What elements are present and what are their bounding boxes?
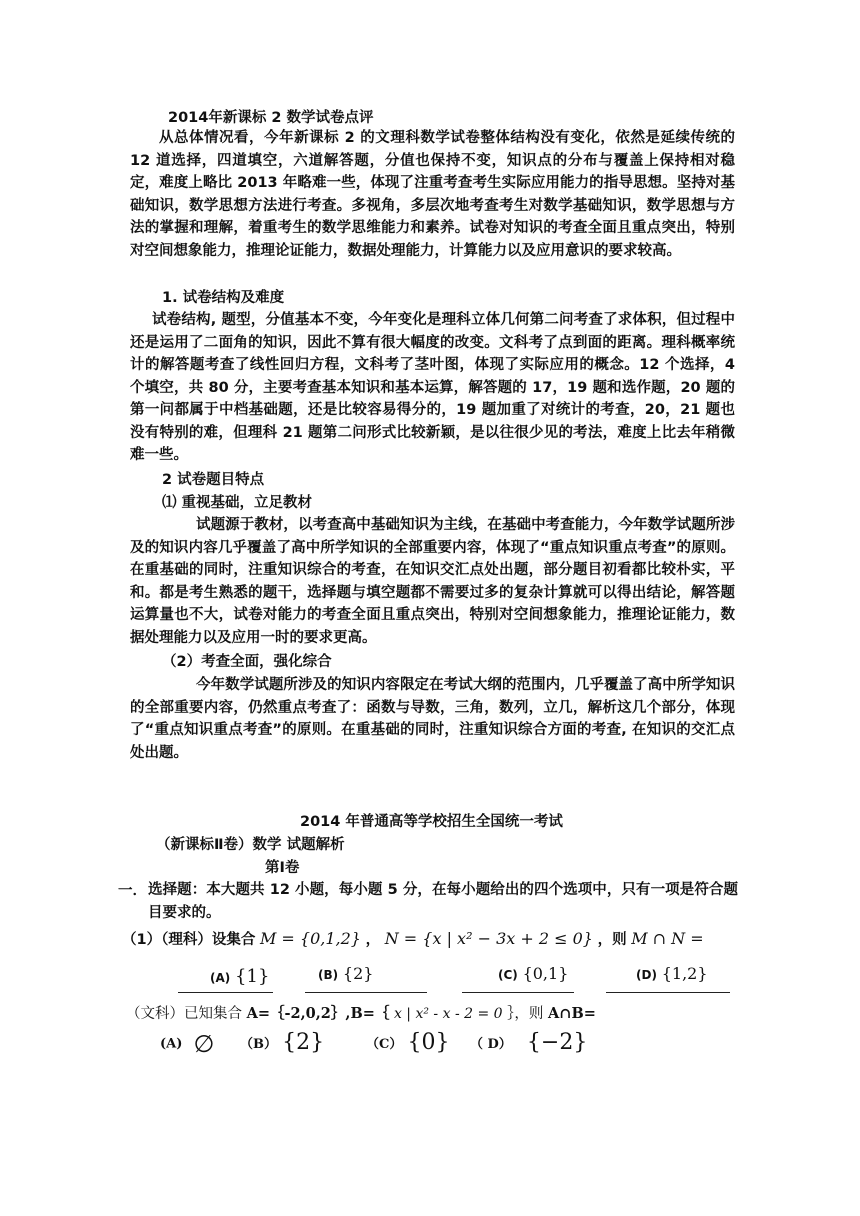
q1-option-d-value: {1,2} (661, 964, 708, 983)
q1-set-n: N = {x | x² − 3x + 2 ≤ 0} (384, 929, 593, 948)
subsection1-text: 试题源于教材，以考查高中基础知识为主线，在基础中考查能力，今年数学试题所涉及的知识内容几乎覆盖了高中所学知识的全部重要内容，体现了“重点知识重点考查”的原则。在重基础的同时，注重知识综合的考查，在知识交汇点处出题，部分题目初看都比较朴实，平和。都是考生熟悉的题干，选择题与填空题都不需要过多的复杂计算就可以得出结论，解答题运算量也不大，试卷对能力的考查全面且重点突出，特别对空间想象能力，推理论证能力，数据处理能力以及应用一时的要求更高。 (130, 517, 735, 646)
subsection2-heading: （2）考查全面，强化综合 (162, 654, 332, 670)
q1w-option-b-value: {2} (282, 1030, 325, 1055)
q1-option-c (498, 964, 568, 983)
q1-option-d-label: (D) (636, 968, 657, 982)
q1-prefix: （1）（理科）设集合 (122, 932, 256, 948)
review-title: 2014年新课标 2 数学试卷点评 (168, 110, 374, 126)
q1-option-c-underline (462, 992, 574, 993)
subsection1-heading: ⑴ 重视基础，立足教材 (162, 495, 313, 511)
q1w-expression: A∩B= (548, 1005, 596, 1022)
question-1-arts (126, 1002, 596, 1023)
review-intro: 从总体情况看，今年新课标 2 的文理科数学试卷整体结构没有变化，依然是延续传统的 12 道选择，四道填空，六道解答题，分值也保持不变，知识点的分布与覆盖上保持相对稳定，难度上略比 2013 年略难一些，体现了注重考查考生实际应用能力的指导思想。坚持对基础知识，数学思想方法进行考查。多视角，多层次地考查考生对数学基础知识，数学思想与方法的掌握和理解，着重考生的数学思维能力和素养。试卷对知识的考查全面且重点突出，特别对空间想象能力，推理论证能力，数据处理能力，计算能力以及应用意识的要求较高。 (130, 130, 735, 259)
q1w-set-a: A=｛-2,0,2｝,B=｛ (246, 1005, 390, 1022)
exam-subtitle: （新课标Ⅱ卷）数学 试题解析 (156, 837, 345, 853)
section1-heading: 1. 试卷结构及难度 (162, 290, 285, 306)
q1w-option-d-value: {−2} (526, 1030, 588, 1055)
instruction-number: 一． (118, 883, 147, 899)
q1-option-d-underline (606, 992, 730, 993)
q1-option-a-label: (A) (210, 971, 231, 985)
q1-option-c-value: {0,1} (522, 964, 569, 983)
q1-option-c-label: (C) (498, 968, 518, 982)
q1w-option-a-label: (A) (160, 1036, 183, 1052)
q1w-prefix: （文科）已知集合 (126, 1006, 242, 1022)
q1-option-d (636, 964, 708, 983)
q1-option-b-underline (305, 992, 427, 993)
q1w-option-c (366, 1030, 449, 1055)
q1w-then: ｝，则 (507, 1006, 544, 1022)
subsection2-text: 今年数学试题所涉及的知识内容限定在考试大纲的范围内，几乎覆盖了高中所学知识的全部重要内容，仍然重点考查了：函数与导数，三角，数列，立几，解析这几个部分，体现了“重点知识重点考查”的原则。在重基础的同时，注重知识综合方面的考查, 在知识的交汇点处出题。 (130, 677, 735, 761)
q1-option-a-value: {1} (235, 966, 270, 987)
section1-text: 试卷结构, 题型，分值基本不变，今年变化是理科立体几何第二问考查了求体积，但过程中还是运用了二面角的知识，因此不算有很大幅度的改变。文科考了点到面的距离。理科概率统计的解答题考查了线性回归方程，文科考了茎叶图，体现了实际应用的概念。12 个选择，4 个填空，共 80 分，主要考查基本知识和基本运算，解答题的 17，19 题和选作题，20 题的第一问都属于中档基础题，还是比较容易得分的，19 题加重了对统计的考查，20，21 题也没有特别的难，但理科 21 题第二问形式比较新颖，是以往很少见的考法，难度上比去年稍微难一些。 (130, 312, 735, 463)
q1-then: ，则 (597, 932, 627, 948)
q1-option-b-value: {2} (342, 964, 374, 983)
q1-option-a-underline (178, 992, 273, 993)
q1w-option-b (240, 1030, 324, 1055)
q1w-option-c-value: {0} (407, 1030, 450, 1055)
q1w-option-d (470, 1030, 587, 1055)
q1-option-b (318, 964, 373, 983)
exam-instruction: 选择题：本大题共 12 小题，每小题 5 分，在每小题给出的四个选项中，只有一项是符合题目要求的。 (148, 882, 738, 921)
q1w-option-d-label: （ D） (470, 1037, 512, 1052)
q1-option-a (210, 966, 269, 987)
section2-heading: 2 试卷题目特点 (162, 472, 265, 488)
exam-part: 第Ⅰ卷 (265, 860, 300, 876)
q1w-set-b: x | x² - x - 2 = 0 (393, 1006, 503, 1022)
q1w-option-a-value: ∅ (193, 1030, 215, 1058)
q1-expression: M ∩ N = (631, 929, 704, 948)
question-1: （1）（理科）设集合 M = {0,1,2} ， N = {x | x² − 3x + 2 ≤ 0} ，则 M ∩ N = (122, 929, 704, 948)
q1-set-m: M = {0,1,2} (259, 929, 361, 948)
q1w-option-c-label: （C） (366, 1037, 403, 1052)
q1w-option-b-label: （B） (240, 1037, 277, 1052)
q1w-option-a (160, 1030, 214, 1058)
q1-option-b-label: (B) (318, 968, 339, 982)
exam-title: 2014 年普通高等学校招生全国统一考试 (300, 814, 563, 830)
